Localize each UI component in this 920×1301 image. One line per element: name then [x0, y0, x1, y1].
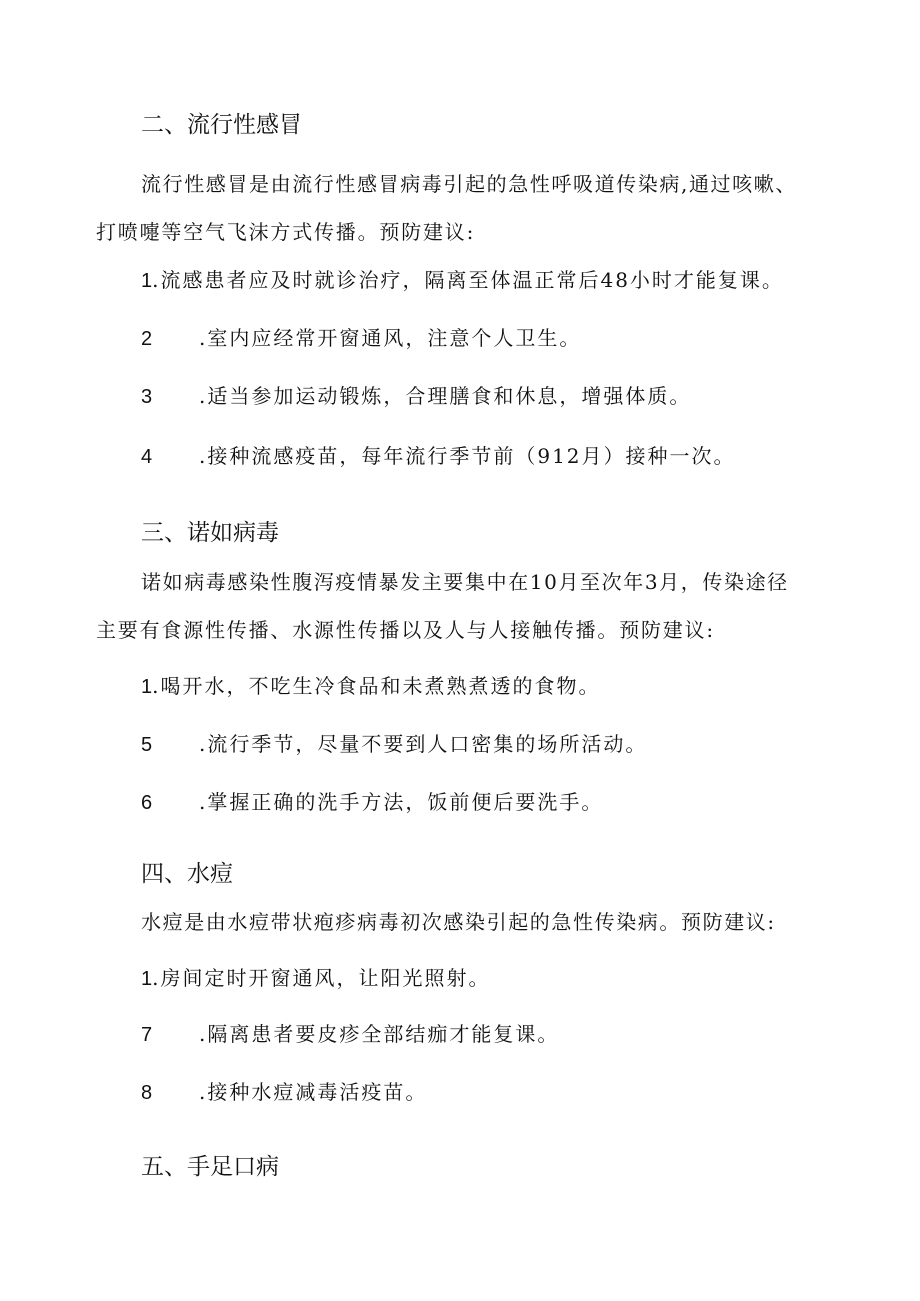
item-text: .隔离患者要皮疹全部结痂才能复课。: [199, 1022, 560, 1046]
item-text: .适当参加运动锻炼，合理膳食和休息，增强体质。: [199, 384, 692, 408]
item-text: .房间定时开窗通风，让阳光照射。: [152, 966, 491, 990]
item-number: 1: [141, 968, 153, 990]
item-number: 4: [141, 446, 153, 468]
item-number: 3: [141, 386, 153, 408]
section-heading-norovirus: 三、诺如病毒: [141, 520, 279, 546]
item-number: 6: [141, 792, 153, 814]
flu-paragraph-line-2: 打喷嚏等空气飞沫方式传播。预防建议:: [96, 220, 476, 244]
norovirus-paragraph-line-2: 主要有食源性传播、水源性传播以及人与人接触传播。预防建议:: [96, 618, 715, 642]
item-number: 8: [141, 1082, 153, 1104]
item-number: 1: [141, 270, 153, 292]
norovirus-item-1: [141, 670, 600, 699]
section-heading-flu: 二、流行性感冒: [141, 112, 302, 138]
item-number: 5: [141, 734, 153, 756]
item-number: 7: [141, 1024, 153, 1046]
flu-item-3: [141, 380, 691, 409]
item-number: 2: [141, 328, 153, 350]
chickenpox-paragraph: 水痘是由水痘带状疱疹病毒初次感染引起的急性传染病。预防建议:: [141, 910, 776, 934]
norovirus-paragraph-line-1: 诺如病毒感染性腹泻疫情暴发主要集中在10月至次年3月，传染途径: [141, 570, 789, 594]
flu-item-1: [141, 264, 784, 293]
item-text: .喝开水，不吃生冷食品和未煮熟煮透的食物。: [152, 674, 601, 698]
norovirus-item-5: [141, 728, 647, 757]
flu-item-4: [141, 440, 736, 469]
chickenpox-item-8: [141, 1076, 427, 1105]
flu-paragraph-line-1: 流行性感冒是由流行性感冒病毒引起的急性呼吸道传染病,通过咳嗽、: [141, 172, 797, 196]
flu-item-2: [141, 322, 581, 351]
item-number: 1: [141, 676, 153, 698]
norovirus-item-6: [141, 786, 603, 815]
chickenpox-item-1: [141, 962, 490, 991]
item-text: .流行季节，尽量不要到人口密集的场所活动。: [199, 732, 648, 756]
item-text: .掌握正确的洗手方法，饭前便后要洗手。: [199, 790, 604, 814]
section-heading-hfmd: 五、手足口病: [141, 1154, 279, 1180]
chickenpox-item-7: [141, 1018, 559, 1047]
item-text: .接种流感疫苗，每年流行季节前（912月）接种一次。: [199, 444, 736, 468]
item-text: .室内应经常开窗通风，注意个人卫生。: [199, 326, 582, 350]
item-text: .流感患者应及时就诊治疗，隔离至体温正常后48小时才能复课。: [152, 268, 784, 292]
section-heading-chickenpox: 四、水痘: [141, 861, 233, 887]
item-text: .接种水痘减毒活疫苗。: [199, 1080, 428, 1104]
